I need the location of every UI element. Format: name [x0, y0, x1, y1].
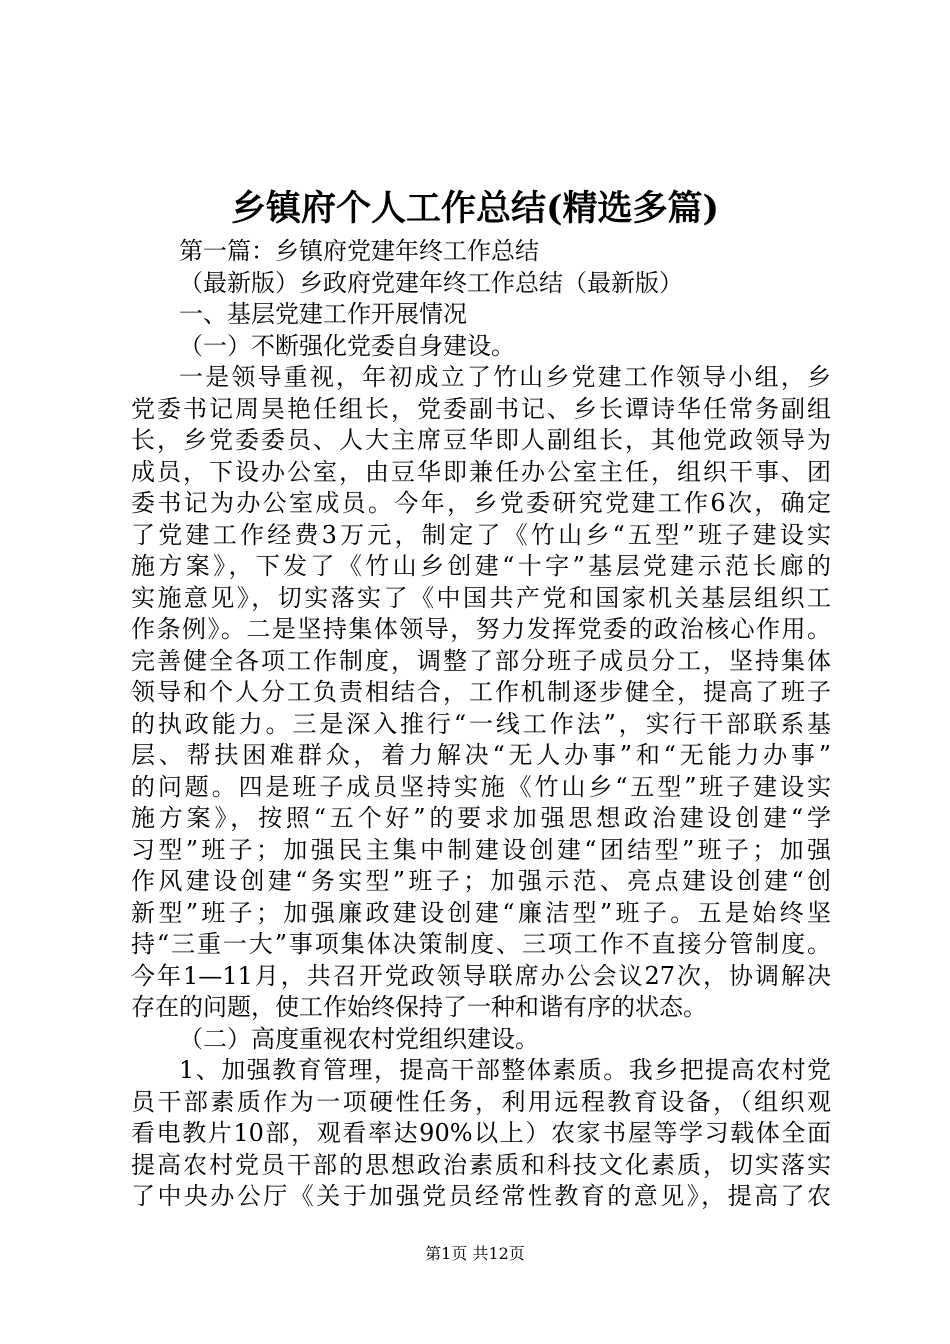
- text-line: （最新版）乡政府党建年终工作总结（最新版）: [179, 268, 683, 297]
- text-line: 存在的问题，使工作始终保持了一种和谐有序的状态。: [131, 993, 707, 1021]
- text-line: 一是领导重视，年初成立了竹山乡党建工作领导小组，乡: [179, 363, 831, 391]
- text-line: 施方案》，按照“五个好”的要求加强思想政治建设创建“学: [131, 804, 831, 832]
- text-line: （二）高度重视农村党组织建设。: [179, 1024, 539, 1053]
- text-line: 今年1—11月，共召开党政领导联席办公会议27次，协调解决: [131, 961, 831, 990]
- document-title: 乡镇府个人工作总结(精选多篇): [230, 188, 720, 229]
- text-line: 领导和个人分工负责相结合，工作机制逐步健全，提高了班子: [131, 678, 831, 706]
- text-line: 第一篇：乡镇府党建年终工作总结: [179, 237, 539, 265]
- page-footer: 第1页 共12页: [425, 1244, 525, 1263]
- text-line: 长，乡党委委员、人大主席豆华即人副组长，其他党政领导为: [131, 426, 831, 454]
- text-line: 作条例》。二是坚持集体领导，努力发挥党委的政治核心作用。: [131, 615, 831, 643]
- text-line: 新型”班子；加强廉政建设创建“廉洁型”班子。五是始终坚: [131, 898, 831, 927]
- text-line: 习型”班子；加强民主集中制建设创建“团结型”班子；加强: [131, 835, 831, 864]
- text-line: 实施意见》，切实落实了《中国共产党和国家机关基层组织工: [131, 583, 831, 612]
- text-line: 持“三重一大”事项集体决策制度、三项工作不直接分管制度。: [131, 930, 831, 958]
- text-line: 的执政能力。三是深入推行“一线工作法”，实行干部联系基: [131, 709, 831, 738]
- text-line: 作风建设创建“务实型”班子；加强示范、亮点建设创建“创: [131, 867, 831, 895]
- text-line: 1、加强教育管理，提高干部整体素质。我乡把提高农村党: [179, 1056, 831, 1084]
- text-line: 一、基层党建工作开展情况: [179, 300, 467, 328]
- text-line: 层、帮扶困难群众，着力解决“无人办事”和“无能力办事”: [131, 741, 831, 769]
- text-line: 的问题。四是班子成员坚持实施《竹山乡“五型”班子建设实: [131, 772, 831, 801]
- text-line: 施方案》，下发了《竹山乡创建“十字”基层党建示范长廊的: [131, 552, 831, 580]
- text-line: 了中央办公厅《关于加强党员经常性教育的意见》，提高了农: [131, 1182, 831, 1210]
- text-line: （一）不断强化党委自身建设。: [179, 331, 515, 360]
- text-line: 成员，下设办公室，由豆华即兼任办公室主任，组织干事、团: [131, 457, 831, 486]
- text-line: 员干部素质作为一项硬性任务，利用远程教育设备，（组织观: [131, 1087, 831, 1116]
- text-line: 了党建工作经费3万元，制定了《竹山乡“五型”班子建设实: [131, 520, 831, 549]
- document-body: [131, 236, 831, 1213]
- text-line: 完善健全各项工作制度，调整了部分班子成员分工，坚持集体: [131, 646, 831, 675]
- text-line: 委书记为办公室成员。今年，乡党委研究党建工作6次，确定: [131, 489, 831, 517]
- text-line: 提高农村党员干部的思想政治素质和科技文化素质，切实落实: [131, 1150, 831, 1179]
- text-line: 看电教片10部，观看率达90%以上）农家书屋等学习载体全面: [131, 1119, 831, 1147]
- text-line: 党委书记周昊艳任组长，党委副书记、乡长谭诗华任常务副组: [131, 394, 831, 423]
